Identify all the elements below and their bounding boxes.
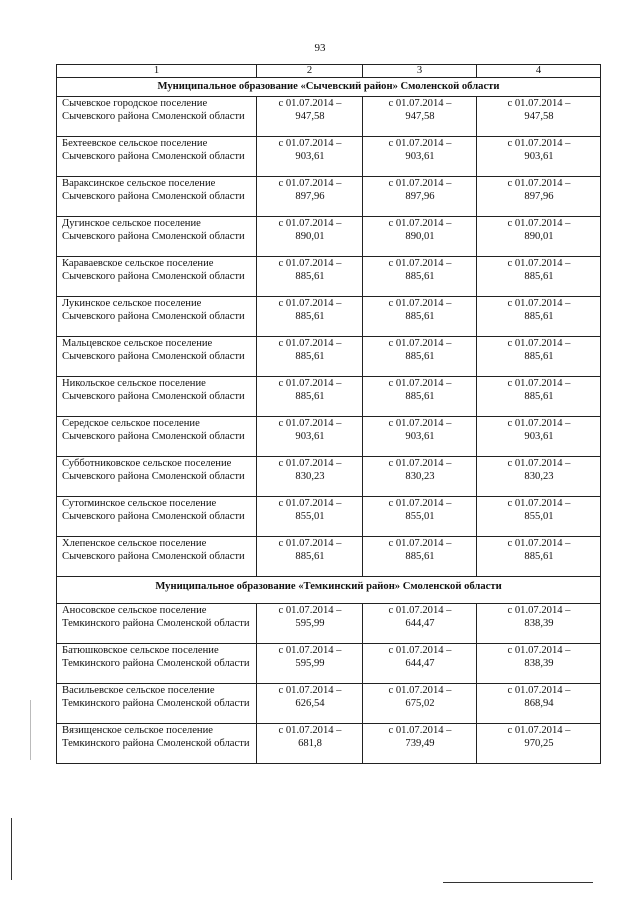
tariff-value: 947,58 — [295, 110, 325, 122]
tariff-value: 855,01 — [405, 510, 435, 522]
settlement-name: Вараксинское сельское поселение Сычевского района Смоленской области — [57, 177, 257, 217]
tariff-date: с 01.07.2014 – — [388, 98, 452, 109]
table-row — [57, 217, 601, 257]
table-row — [57, 417, 601, 457]
tariff-date: с 01.07.2014 – — [278, 538, 342, 549]
tariff-cell-v2 — [257, 97, 363, 137]
tariff-date: с 01.07.2014 – — [278, 725, 342, 736]
tariff-cell-v4 — [477, 337, 601, 377]
tariff-date: с 01.07.2014 – — [278, 178, 342, 189]
tariff-value: 885,61 — [405, 550, 435, 562]
tariff-value: 947,58 — [524, 110, 554, 122]
settlement-name: Никольское сельское поселение Сычевского района Смоленской области — [57, 377, 257, 417]
tariff-date: с 01.07.2014 – — [388, 645, 452, 656]
tariff-cell-v2 — [257, 337, 363, 377]
tariff-date: с 01.07.2014 – — [388, 418, 452, 429]
page-number: 93 — [314, 42, 326, 54]
tariff-date: с 01.07.2014 – — [507, 178, 571, 189]
tariff-value: 903,61 — [405, 430, 435, 442]
settlement-name: Батюшковское сельское поселение Темкинского района Смоленской области — [57, 644, 257, 684]
tariff-date: с 01.07.2014 – — [507, 378, 571, 389]
tariff-date: с 01.07.2014 – — [388, 138, 452, 149]
table-row — [57, 724, 601, 764]
tariff-value: 890,01 — [524, 230, 554, 242]
column-number: 1 — [57, 65, 257, 78]
tariff-value: 838,39 — [524, 657, 554, 669]
tariff-cell-v2 — [257, 137, 363, 177]
tariff-cell-v2 — [257, 177, 363, 217]
tariff-value: 885,61 — [524, 270, 554, 282]
tariff-cell-v3 — [363, 97, 477, 137]
tariff-cell-v2 — [257, 604, 363, 644]
tariff-cell-v4 — [477, 217, 601, 257]
tariff-date: с 01.07.2014 – — [388, 258, 452, 269]
settlement-name: Дугинское сельское поселение Сычевского района Смоленской области — [57, 217, 257, 257]
tariff-cell-v4 — [477, 257, 601, 297]
tariff-value: 903,61 — [295, 430, 325, 442]
tariff-value: 868,94 — [524, 697, 554, 709]
tariff-date: с 01.07.2014 – — [388, 458, 452, 469]
tariff-date: с 01.07.2014 – — [278, 338, 342, 349]
tariff-value: 644,47 — [405, 617, 435, 629]
scan-margin-line — [11, 818, 12, 880]
settlement-name: Субботниковское сельское поселение Сычевского района Смоленской области — [57, 457, 257, 497]
tariff-date: с 01.07.2014 – — [507, 98, 571, 109]
tariff-date: с 01.07.2014 – — [507, 605, 571, 616]
section-title: Муниципальное образование «Темкинский район» Смоленской области — [57, 577, 601, 604]
tariff-value: 897,96 — [295, 190, 325, 202]
tariff-date: с 01.07.2014 – — [278, 498, 342, 509]
tariff-value: 885,61 — [405, 390, 435, 402]
tariff-cell-v3 — [363, 604, 477, 644]
table-row — [57, 644, 601, 684]
tariff-cell-v4 — [477, 97, 601, 137]
tariff-date: с 01.07.2014 – — [507, 338, 571, 349]
tariff-value: 903,61 — [405, 150, 435, 162]
tariff-cell-v3 — [363, 337, 477, 377]
tariff-value: 885,61 — [524, 310, 554, 322]
tariff-value: 885,61 — [405, 310, 435, 322]
tariff-value: 903,61 — [295, 150, 325, 162]
tariff-value: 885,61 — [524, 350, 554, 362]
column-number: 2 — [257, 65, 363, 78]
column-number: 3 — [363, 65, 477, 78]
tariff-date: с 01.07.2014 – — [278, 645, 342, 656]
settlement-name: Вязищенское сельское поселение Темкинского района Смоленской области — [57, 724, 257, 764]
settlement-name: Бехтеевское сельское поселение Сычевского района Смоленской области — [57, 137, 257, 177]
column-number-row — [57, 65, 601, 78]
tariff-cell-v4 — [477, 457, 601, 497]
tariff-date: с 01.07.2014 – — [388, 685, 452, 696]
tariff-value: 885,61 — [295, 550, 325, 562]
tariff-date: с 01.07.2014 – — [278, 605, 342, 616]
tariff-value: 830,23 — [295, 470, 325, 482]
tariff-date: с 01.07.2014 – — [278, 138, 342, 149]
tariff-value: 855,01 — [295, 510, 325, 522]
tariff-cell-v2 — [257, 257, 363, 297]
tariff-value: 626,54 — [295, 697, 325, 709]
tariff-date: с 01.07.2014 – — [507, 498, 571, 509]
tariff-value: 739,49 — [405, 737, 435, 749]
tariff-value: 885,61 — [524, 390, 554, 402]
tariff-date: с 01.07.2014 – — [278, 378, 342, 389]
tariff-value: 675,02 — [405, 697, 435, 709]
tariff-cell-v2 — [257, 497, 363, 537]
tariff-cell-v2 — [257, 457, 363, 497]
table-row — [57, 337, 601, 377]
settlement-name: Середское сельское поселение Сычевского района Смоленской области — [57, 417, 257, 457]
tariff-cell-v4 — [477, 137, 601, 177]
tariff-date: с 01.07.2014 – — [507, 138, 571, 149]
tariff-value: 890,01 — [405, 230, 435, 242]
table-row — [57, 497, 601, 537]
tariff-date: с 01.07.2014 – — [388, 338, 452, 349]
tariff-date: с 01.07.2014 – — [278, 418, 342, 429]
tariff-date: с 01.07.2014 – — [278, 258, 342, 269]
tariff-cell-v3 — [363, 217, 477, 257]
tariff-date: с 01.07.2014 – — [278, 298, 342, 309]
table-body — [57, 78, 601, 764]
tariff-cell-v4 — [477, 417, 601, 457]
settlement-name: Лукинское сельское поселение Сычевского района Смоленской области — [57, 297, 257, 337]
tariff-date: с 01.07.2014 – — [507, 725, 571, 736]
tariff-value: 885,61 — [405, 270, 435, 282]
settlement-name: Караваевское сельское поселение Сычевского района Смоленской области — [57, 257, 257, 297]
tariff-value: 897,96 — [524, 190, 554, 202]
tariff-value: 903,61 — [524, 150, 554, 162]
column-number: 4 — [477, 65, 601, 78]
settlement-name: Мальцевское сельское поселение Сычевского района Смоленской области — [57, 337, 257, 377]
tariff-value: 885,61 — [295, 390, 325, 402]
tariff-value: 903,61 — [524, 430, 554, 442]
table-row — [57, 457, 601, 497]
tariff-date: с 01.07.2014 – — [278, 458, 342, 469]
tariff-value: 855,01 — [524, 510, 554, 522]
tariff-date: с 01.07.2014 – — [388, 298, 452, 309]
tariff-cell-v4 — [477, 537, 601, 577]
tariff-cell-v3 — [363, 297, 477, 337]
tariff-date: с 01.07.2014 – — [388, 605, 452, 616]
tariff-cell-v3 — [363, 497, 477, 537]
table-row — [57, 97, 601, 137]
settlement-name: Хлепенское сельское поселение Сычевского района Смоленской области — [57, 537, 257, 577]
tariff-value: 897,96 — [405, 190, 435, 202]
tariff-cell-v4 — [477, 684, 601, 724]
tariff-cell-v2 — [257, 644, 363, 684]
tariff-cell-v4 — [477, 604, 601, 644]
tariff-cell-v4 — [477, 297, 601, 337]
tariff-cell-v3 — [363, 177, 477, 217]
tariff-value: 890,01 — [295, 230, 325, 242]
tariff-cell-v3 — [363, 417, 477, 457]
table-row — [57, 137, 601, 177]
tariff-value: 595,99 — [295, 657, 325, 669]
tariff-value: 830,23 — [524, 470, 554, 482]
tariff-value: 644,47 — [405, 657, 435, 669]
tariff-cell-v4 — [477, 377, 601, 417]
tariff-date: с 01.07.2014 – — [507, 538, 571, 549]
tariff-value: 885,61 — [405, 350, 435, 362]
table-row — [57, 604, 601, 644]
tariff-cell-v3 — [363, 137, 477, 177]
table-row — [57, 257, 601, 297]
tariff-cell-v3 — [363, 684, 477, 724]
scan-margin-mark — [30, 700, 31, 760]
section-header-row — [57, 577, 601, 604]
tariff-date: с 01.07.2014 – — [388, 378, 452, 389]
tariff-cell-v3 — [363, 644, 477, 684]
tariff-cell-v4 — [477, 724, 601, 764]
tariff-date: с 01.07.2014 – — [507, 458, 571, 469]
footer-rule — [443, 882, 593, 883]
tariff-date: с 01.07.2014 – — [278, 218, 342, 229]
tariff-date: с 01.07.2014 – — [507, 258, 571, 269]
table-row — [57, 297, 601, 337]
tariff-date: с 01.07.2014 – — [278, 685, 342, 696]
tariff-cell-v2 — [257, 684, 363, 724]
tariff-date: с 01.07.2014 – — [507, 418, 571, 429]
tariff-value: 838,39 — [524, 617, 554, 629]
tariff-cell-v4 — [477, 497, 601, 537]
tariff-cell-v2 — [257, 297, 363, 337]
tariff-value: 681,8 — [298, 737, 322, 749]
tariff-value: 830,23 — [405, 470, 435, 482]
section-title: Муниципальное образование «Сычевский район» Смоленской области — [57, 78, 601, 97]
tariff-table — [56, 64, 601, 764]
tariff-cell-v2 — [257, 724, 363, 764]
tariff-cell-v4 — [477, 177, 601, 217]
tariff-date: с 01.07.2014 – — [388, 498, 452, 509]
tariff-value: 970,25 — [524, 737, 554, 749]
table-row — [57, 377, 601, 417]
tariff-cell-v3 — [363, 377, 477, 417]
settlement-name: Васильевское сельское поселение Темкинского района Смоленской области — [57, 684, 257, 724]
tariff-date: с 01.07.2014 – — [388, 218, 452, 229]
tariff-date: с 01.07.2014 – — [507, 298, 571, 309]
tariff-value: 885,61 — [295, 310, 325, 322]
tariff-cell-v4 — [477, 644, 601, 684]
tariff-cell-v2 — [257, 417, 363, 457]
tariff-date: с 01.07.2014 – — [388, 538, 452, 549]
tariff-date: с 01.07.2014 – — [507, 645, 571, 656]
tariff-cell-v2 — [257, 537, 363, 577]
settlement-name: Аносовское сельское поселение Темкинского района Смоленской области — [57, 604, 257, 644]
tariff-cell-v3 — [363, 457, 477, 497]
tariff-value: 595,99 — [295, 617, 325, 629]
settlement-name: Сычевское городское поселение Сычевского района Смоленской области — [57, 97, 257, 137]
tariff-value: 885,61 — [295, 270, 325, 282]
settlement-name: Сутorминское сельское поселение Сычевского района Смоленской области — [57, 497, 257, 537]
tariff-date: с 01.07.2014 – — [507, 685, 571, 696]
table-row — [57, 177, 601, 217]
tariff-value: 885,61 — [524, 550, 554, 562]
tariff-cell-v3 — [363, 257, 477, 297]
tariff-cell-v2 — [257, 377, 363, 417]
table-row — [57, 684, 601, 724]
tariff-date: с 01.07.2014 – — [507, 218, 571, 229]
tariff-value: 947,58 — [405, 110, 435, 122]
table-row — [57, 537, 601, 577]
tariff-cell-v3 — [363, 537, 477, 577]
section-header-row — [57, 78, 601, 97]
tariff-date: с 01.07.2014 – — [278, 98, 342, 109]
tariff-date: с 01.07.2014 – — [388, 725, 452, 736]
tariff-date: с 01.07.2014 – — [388, 178, 452, 189]
tariff-cell-v2 — [257, 217, 363, 257]
tariff-cell-v3 — [363, 724, 477, 764]
tariff-value: 885,61 — [295, 350, 325, 362]
